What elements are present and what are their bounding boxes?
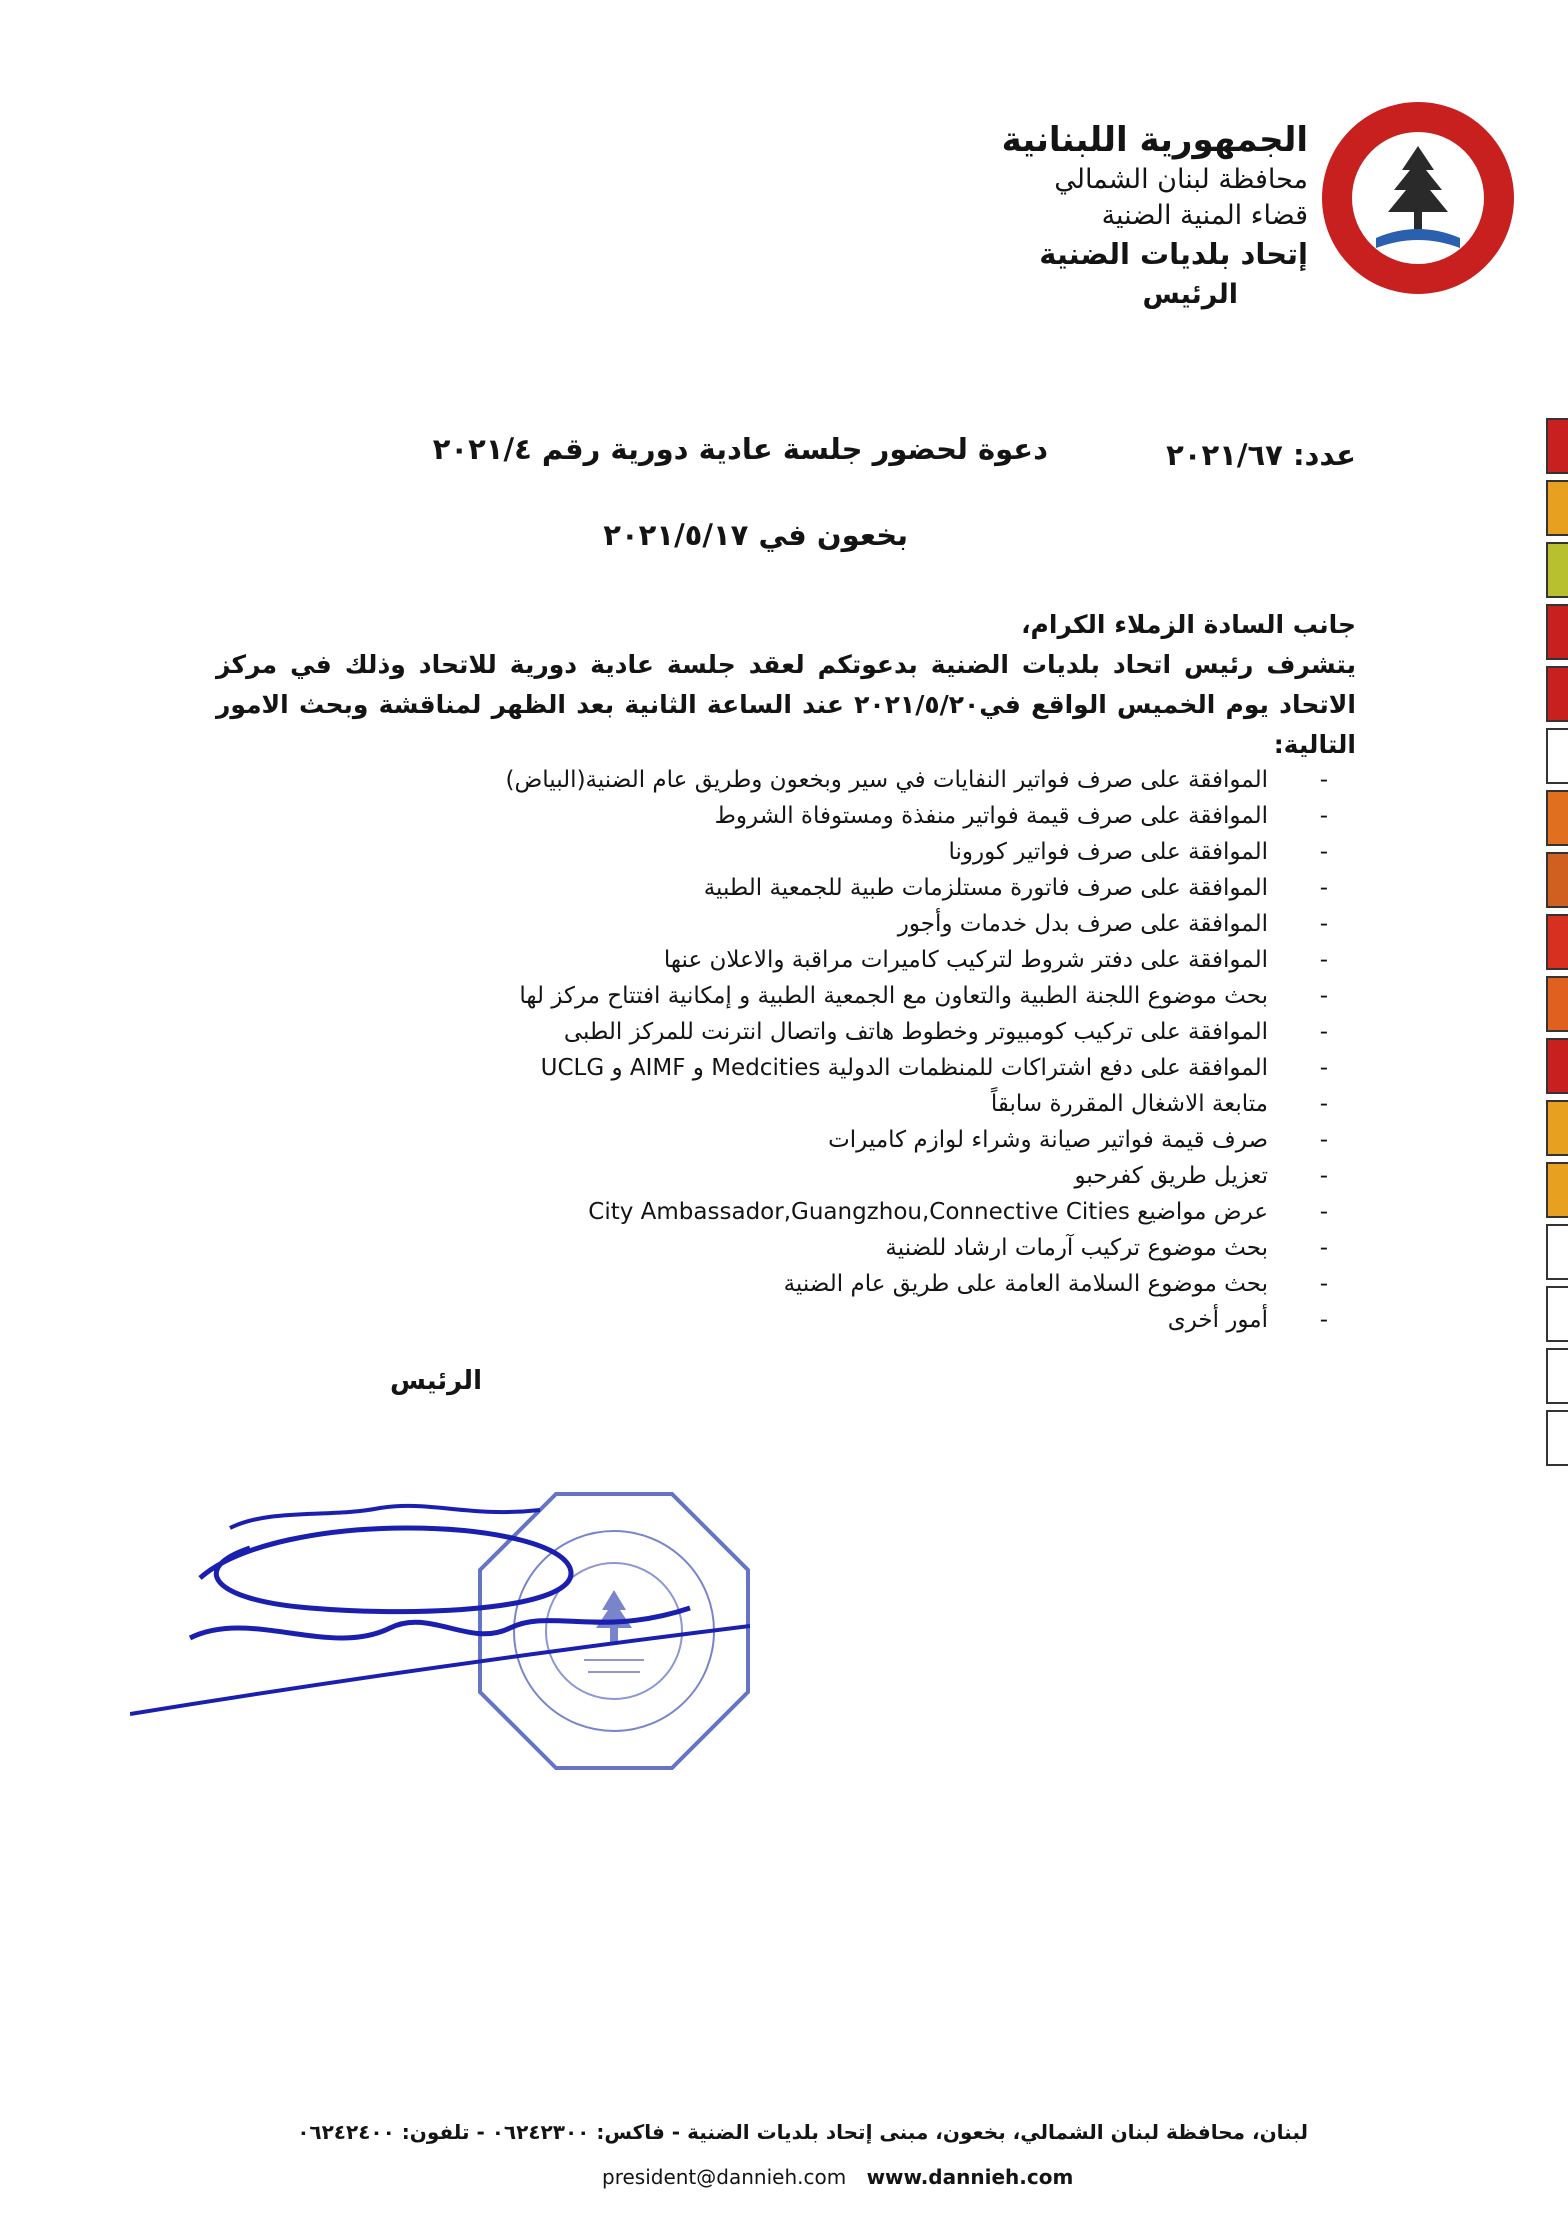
color-tab: [1546, 480, 1568, 536]
color-tab: [1546, 1410, 1568, 1466]
agenda-item: [328, 978, 1328, 1014]
footer-contact: [602, 2165, 1073, 2189]
governorate-line: محافظة لبنان الشمالي: [1054, 164, 1308, 195]
signature-title: الرئيس: [390, 1366, 482, 1396]
color-tab: [1546, 1224, 1568, 1280]
republic-title: الجمهورية اللبنانية: [1001, 120, 1308, 160]
color-tab: [1546, 976, 1568, 1032]
bullet-dash: -: [1319, 767, 1328, 793]
color-tab: [1546, 604, 1568, 660]
agenda-item: [328, 1230, 1328, 1266]
bullet-dash: -: [1319, 839, 1328, 865]
color-tab: [1546, 542, 1568, 598]
agenda-text: تعزيل طريق كفرحبو: [1074, 1163, 1268, 1189]
footer-website[interactable]: www.dannieh.com: [866, 2165, 1074, 2189]
bullet-dash: -: [1319, 1163, 1328, 1189]
handwritten-signature: [130, 1488, 750, 1748]
footer-email[interactable]: president@dannieh.com: [602, 2165, 847, 2189]
agenda-text: الموافقة على دفع اشتراكات للمنظمات الدولية Medcities و AIMF و UCLG: [540, 1055, 1268, 1081]
agenda-item: [328, 1122, 1328, 1158]
agenda-item: [328, 942, 1328, 978]
agenda-text: بحث موضوع السلامة العامة على طريق عام الضنية: [783, 1271, 1268, 1297]
footer-address: لبنان، محافظة لبنان الشمالي، بخعون، مبنى إتحاد بلديات الضنية - فاكس: ٠٦٢٤٢٣٠٠ - تلفون: ٠٦٢٤٢٤٠٠: [297, 2120, 1308, 2144]
agenda-text: الموافقة على صرف فاتورة مستلزمات طبية للجمعية الطبية: [703, 875, 1268, 901]
color-tab: [1546, 1100, 1568, 1156]
agenda-item: [328, 1302, 1328, 1338]
intro-paragraph: يتشرف رئيس اتحاد بلديات الضنية بدعوتكم لعقد جلسة عادية دورية للاتحاد وذلك في مركز الاتحاد يوم الخميس الواقع في٢٠٢١/٥/٢٠ عند الساعة الثانية بعد الظهر لمناقشة وبحث الامور التالية:: [216, 650, 1356, 759]
bullet-dash: -: [1319, 947, 1328, 973]
bullet-dash: -: [1319, 1235, 1328, 1261]
union-name: إتحاد بلديات الضنية: [1039, 237, 1308, 271]
agenda-text: عرض مواضيع City Ambassador,Guangzhou,Connective Cities: [588, 1199, 1268, 1225]
color-tab: [1546, 418, 1568, 474]
agenda-text: متابعة الاشغال المقررة سابقاً: [990, 1091, 1268, 1117]
agenda-text: الموافقة على صرف قيمة فواتير منفذة ومستوفاة الشروط: [714, 803, 1268, 829]
bullet-dash: -: [1319, 1307, 1328, 1333]
color-tab: [1546, 666, 1568, 722]
letter-date: بخعون في ٢٠٢١/٥/١٧: [603, 518, 908, 552]
agenda-item: [328, 1158, 1328, 1194]
color-tab: [1546, 1348, 1568, 1404]
agenda-item: [328, 1086, 1328, 1122]
color-tab: [1546, 790, 1568, 846]
color-tab: [1546, 1162, 1568, 1218]
edge-color-tabs: [1546, 418, 1568, 1472]
agenda-text: الموافقة على تركيب كومبيوتر وخطوط هاتف واتصال انترنت للمركز الطبى: [563, 1019, 1268, 1045]
color-tab: [1546, 1286, 1568, 1342]
bullet-dash: -: [1319, 983, 1328, 1009]
bullet-dash: -: [1319, 1019, 1328, 1045]
agenda-text: أمور أخرى: [1167, 1307, 1268, 1333]
agenda-text: بحث موضوع اللجنة الطبية والتعاون مع الجمعية الطبية و إمكانية افتتاح مركز لها: [519, 983, 1268, 1009]
district-line: قضاء المنية الضنية: [1101, 200, 1308, 231]
agenda-text: الموافقة على صرف فواتير النفايات في سير وبخعون وطريق عام الضنية(البياض): [505, 767, 1268, 793]
bullet-dash: -: [1319, 803, 1328, 829]
agenda-text: صرف قيمة فواتير صيانة وشراء لوازم كاميرات: [828, 1127, 1268, 1153]
color-tab: [1546, 728, 1568, 784]
agenda-item: [328, 762, 1328, 798]
letter-subject: دعوة لحضور جلسة عادية دورية رقم ٢٠٢١/٤: [432, 432, 1048, 466]
agenda-item: [328, 1266, 1328, 1302]
agenda-text: الموافقة على صرف بدل خدمات وأجور: [897, 911, 1268, 937]
agenda-item: [328, 798, 1328, 834]
salutation: جانب السادة الزملاء الكرام،: [1021, 610, 1356, 639]
agenda-text: الموافقة على دفتر شروط لتركيب كاميرات مراقبة والاعلان عنها: [663, 947, 1268, 973]
color-tab: [1546, 914, 1568, 970]
bullet-dash: -: [1319, 1055, 1328, 1081]
agenda-text: بحث موضوع تركيب آرمات ارشاد للضنية: [885, 1235, 1268, 1261]
union-logo: [1318, 98, 1518, 298]
bullet-dash: -: [1319, 1091, 1328, 1117]
agenda-list: [328, 762, 1328, 1338]
color-tab: [1546, 852, 1568, 908]
agenda-item: [328, 1194, 1328, 1230]
bullet-dash: -: [1319, 911, 1328, 937]
agenda-item: [328, 906, 1328, 942]
president-heading: الرئيس: [1142, 279, 1238, 310]
agenda-text: الموافقة على صرف فواتير كورونا: [948, 839, 1268, 865]
agenda-item: [328, 834, 1328, 870]
bullet-dash: -: [1319, 875, 1328, 901]
bullet-dash: -: [1319, 1199, 1328, 1225]
agenda-item: [328, 1050, 1328, 1086]
bullet-dash: -: [1319, 1127, 1328, 1153]
reference-number: عدد: ٢٠٢١/٦٧: [1166, 438, 1356, 472]
agenda-item: [328, 870, 1328, 906]
letterhead: [888, 118, 1308, 316]
color-tab: [1546, 1038, 1568, 1094]
bullet-dash: -: [1319, 1271, 1328, 1297]
agenda-item: [328, 1014, 1328, 1050]
